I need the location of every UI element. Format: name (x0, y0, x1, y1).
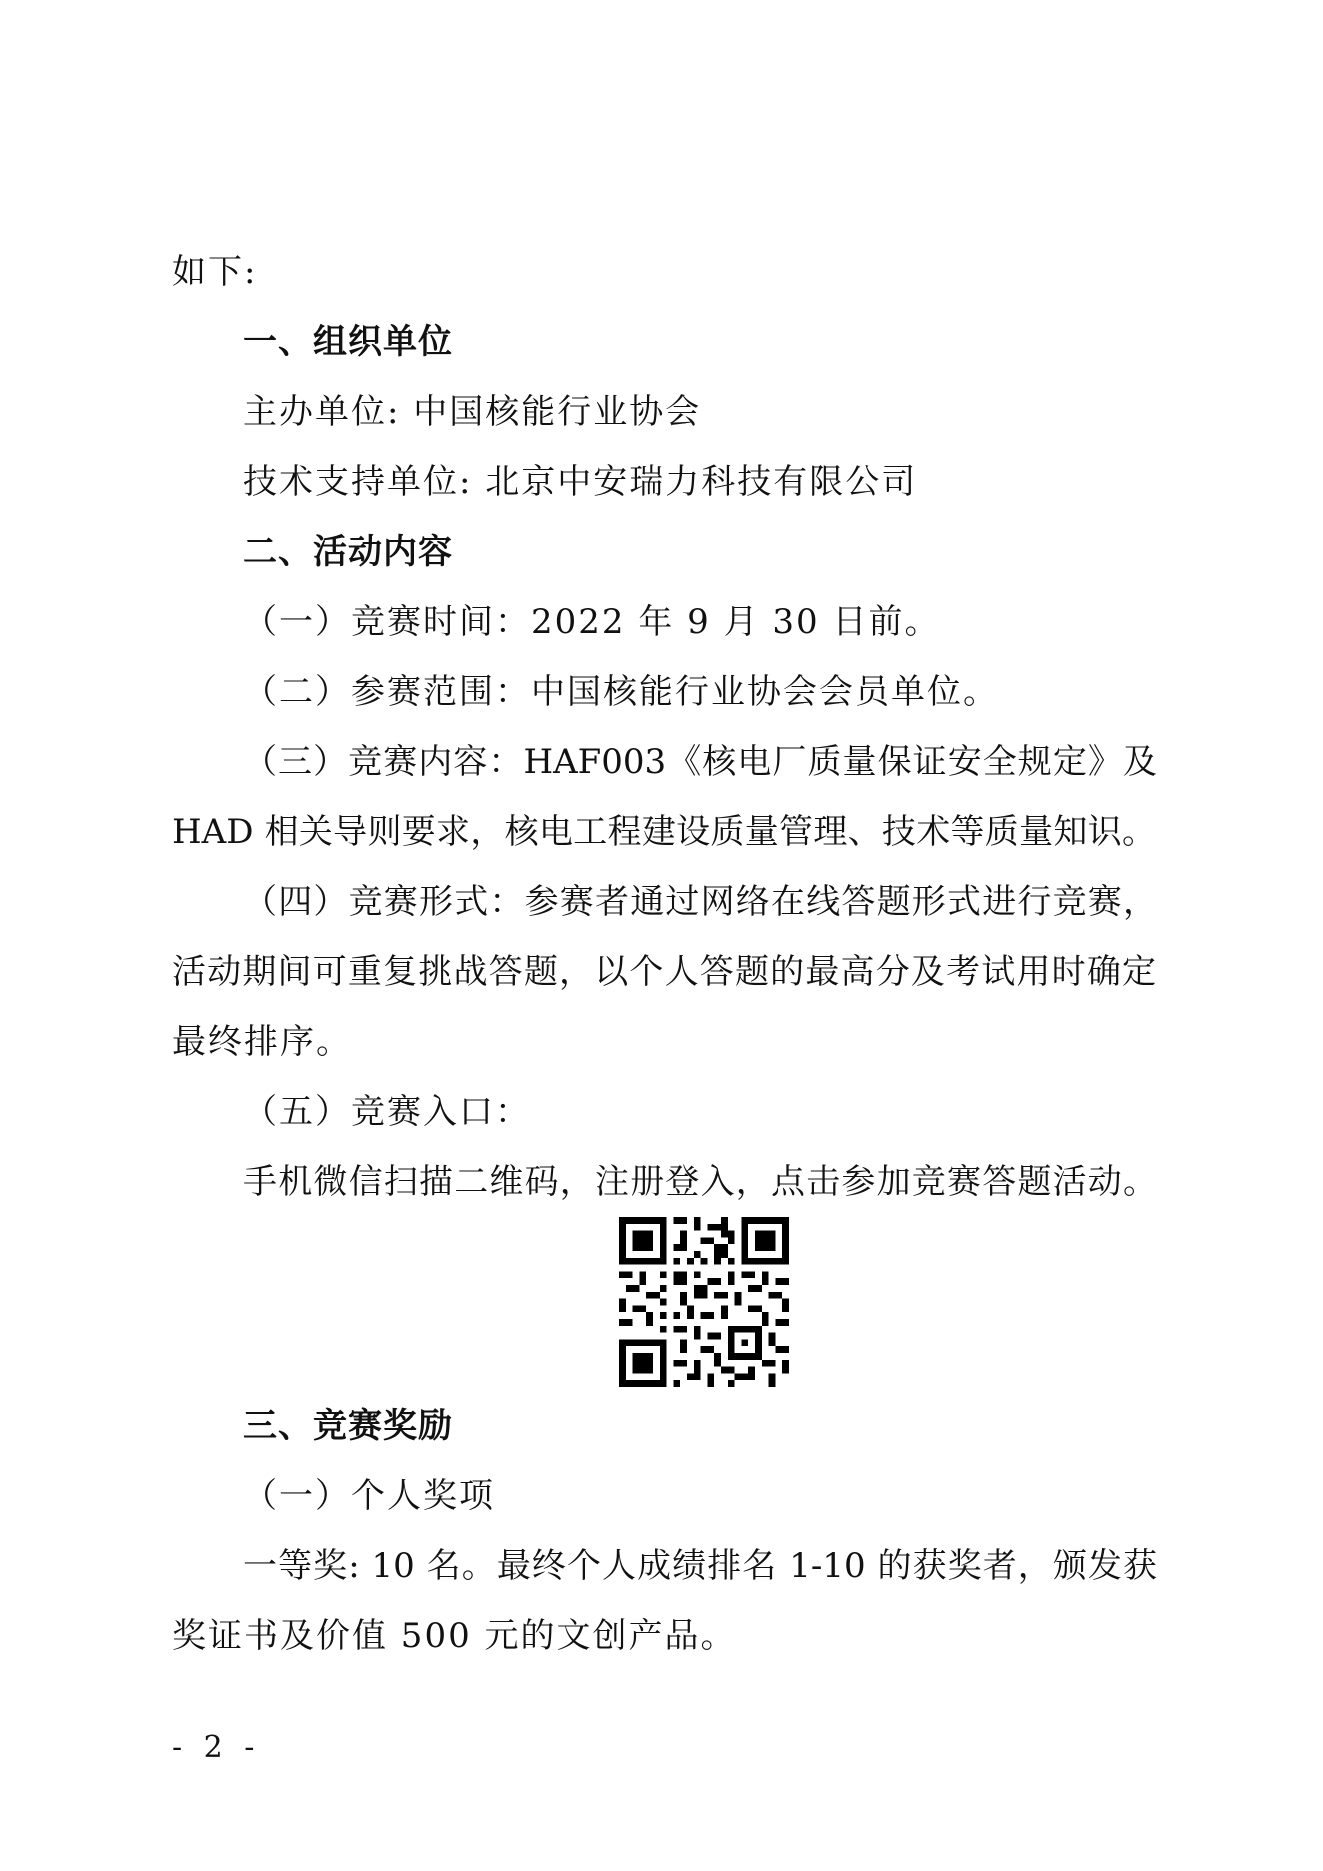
host-organization: 主办单位: 中国核能行业协会 (243, 392, 702, 432)
section-heading-organizers: 一、组织单位 (243, 322, 453, 362)
competition-content-line-2: HAD 相关导则要求，核电工程建设质量管理、技术等质量知识。 (172, 812, 1156, 852)
participation-scope: （二）参赛范围：中国核能行业协会会员单位。 (243, 672, 999, 712)
qr-code[interactable] (619, 1217, 789, 1387)
intro-line: 如下: (172, 252, 258, 292)
section-heading-activity-content: 二、活动内容 (243, 532, 453, 572)
competition-content-line-1: （三）竞赛内容：HAF003《核电厂质量保证安全规定》及 (243, 742, 1157, 782)
first-prize-line-2: 奖证书及价值 500 元的文创产品。 (172, 1616, 737, 1656)
first-prize-line-1: 一等奖: 10 名。最终个人成绩排名 1-10 的获奖者，颁发获 (243, 1546, 1157, 1586)
competition-format-line-1: （四）竞赛形式：参赛者通过网络在线答题形式进行竞赛， (243, 882, 1157, 922)
competition-format-line-3: 最终排序。 (172, 1022, 352, 1062)
section-heading-competition-awards: 三、竞赛奖励 (243, 1406, 453, 1446)
individual-awards-heading: （一）个人奖项 (243, 1476, 495, 1516)
competition-time: （一）竞赛时间：2022 年 9 月 30 日前。 (243, 602, 941, 642)
competition-format-line-2: 活动期间可重复挑战答题，以个人答题的最高分及考试用时确定 (172, 952, 1156, 992)
competition-entry: （五）竞赛入口： (243, 1092, 531, 1132)
entry-instructions: 手机微信扫描二维码，注册登入，点击参加竞赛答题活动。 (243, 1162, 1157, 1202)
technical-support-organization: 技术支持单位: 北京中安瑞力科技有限公司 (243, 462, 918, 502)
page-number: - 2 - (172, 1730, 261, 1765)
